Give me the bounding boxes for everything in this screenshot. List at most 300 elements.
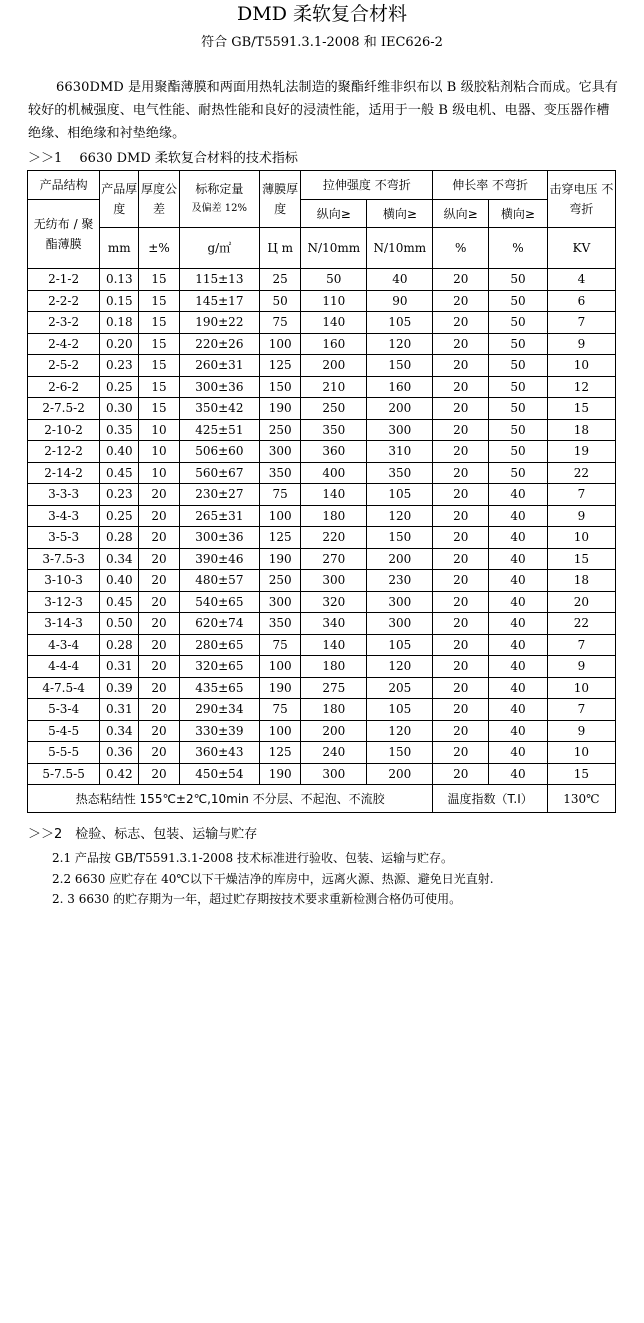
header-structure-sub: 无纺布 / 聚酯薄膜 [28, 200, 100, 269]
cell-breakdown: 7 [547, 312, 615, 334]
header-tolerance: 厚度公差 [139, 171, 179, 228]
cell-thickness: 0.36 [100, 742, 139, 764]
cell-tensile-long: 340 [301, 613, 367, 635]
cell-tolerance: 15 [139, 398, 179, 420]
cell-elong-trans: 40 [489, 677, 548, 699]
cell-elong-long: 20 [433, 527, 489, 549]
cell-weight: 450±54 [179, 763, 259, 785]
cell-elong-trans: 50 [489, 333, 548, 355]
table-row [28, 398, 616, 420]
cell-elong-long: 20 [433, 355, 489, 377]
cell-tensile-long: 275 [301, 677, 367, 699]
cell-tolerance: 20 [139, 699, 179, 721]
cell-thickness: 0.31 [100, 699, 139, 721]
cell-tensile-trans: 105 [367, 484, 433, 506]
list-item: 2.1 产品按 GB/T5591.3.1-2008 技术标准进行验收、包装、运输与贮存。 [52, 851, 454, 865]
cell-elong-trans: 40 [489, 591, 548, 613]
header-elong-trans: 横向≥ [489, 200, 548, 228]
cell-structure: 2-3-2 [28, 312, 100, 334]
cell-film: 300 [260, 591, 301, 613]
table-row [28, 333, 616, 355]
cell-tolerance: 20 [139, 677, 179, 699]
cell-elong-trans: 40 [489, 570, 548, 592]
cell-thickness: 0.50 [100, 613, 139, 635]
table-row [28, 484, 616, 506]
cell-weight: 230±27 [179, 484, 259, 506]
cell-film: 125 [260, 355, 301, 377]
cell-tensile-trans: 120 [367, 333, 433, 355]
cell-tensile-long: 50 [301, 269, 367, 291]
cell-tensile-trans: 105 [367, 699, 433, 721]
cell-tensile-long: 250 [301, 398, 367, 420]
cell-tensile-trans: 90 [367, 290, 433, 312]
cell-tolerance: 20 [139, 613, 179, 635]
cell-breakdown: 9 [547, 333, 615, 355]
header-structure: 产品结构 [28, 171, 100, 200]
cell-weight: 360±43 [179, 742, 259, 764]
cell-structure: 2-2-2 [28, 290, 100, 312]
intro-paragraph: 6630DMD 是用聚酯薄膜和两面用热轧法制造的聚酯纤维非织布以 B 级胶粘剂粘合而成。它具有较好的机械强度、电气性能、耐热性能和良好的浸渍性能，适用于一般 B 级电机、电器、变压器作槽绝缘、相绝缘和衬垫绝缘。 [28, 80, 618, 141]
cell-breakdown: 19 [547, 441, 615, 463]
cell-structure: 3-4-3 [28, 505, 100, 527]
header-tensile: 拉伸强度 不弯折 [301, 171, 433, 200]
unit-film: Ц m [260, 228, 301, 269]
cell-film: 100 [260, 333, 301, 355]
cell-tensile-long: 300 [301, 763, 367, 785]
table-row [28, 548, 616, 570]
cell-structure: 3-3-3 [28, 484, 100, 506]
cell-elong-trans: 40 [489, 613, 548, 635]
cell-weight: 190±22 [179, 312, 259, 334]
cell-tensile-trans: 200 [367, 398, 433, 420]
cell-weight: 145±17 [179, 290, 259, 312]
table-row [28, 527, 616, 549]
header-film: 薄膜厚度 [260, 171, 301, 228]
cell-breakdown: 6 [547, 290, 615, 312]
cell-elong-trans: 50 [489, 312, 548, 334]
table-row [28, 742, 616, 764]
cell-weight: 260±31 [179, 355, 259, 377]
table-row [28, 613, 616, 635]
cell-elong-long: 20 [433, 548, 489, 570]
cell-tolerance: 15 [139, 376, 179, 398]
cell-weight: 390±46 [179, 548, 259, 570]
cell-thickness: 0.42 [100, 763, 139, 785]
cell-structure: 3-12-3 [28, 591, 100, 613]
cell-weight: 506±60 [179, 441, 259, 463]
cell-breakdown: 10 [547, 742, 615, 764]
cell-breakdown: 7 [547, 484, 615, 506]
cell-film: 75 [260, 634, 301, 656]
cell-structure: 4-3-4 [28, 634, 100, 656]
unit-breakdown: KV [547, 228, 615, 269]
cell-tolerance: 20 [139, 634, 179, 656]
table-row [28, 290, 616, 312]
table-row [28, 677, 616, 699]
cell-weight: 280±65 [179, 634, 259, 656]
cell-elong-long: 20 [433, 699, 489, 721]
cell-structure: 2-12-2 [28, 441, 100, 463]
cell-tensile-long: 220 [301, 527, 367, 549]
cell-structure: 2-1-2 [28, 269, 100, 291]
cell-breakdown: 9 [547, 656, 615, 678]
cell-thickness: 0.34 [100, 720, 139, 742]
table-row [28, 312, 616, 334]
table-row [28, 505, 616, 527]
cell-elong-trans: 50 [489, 462, 548, 484]
cell-elong-long: 20 [433, 591, 489, 613]
cell-film: 75 [260, 312, 301, 334]
cell-structure: 2-10-2 [28, 419, 100, 441]
cell-tensile-long: 180 [301, 699, 367, 721]
cell-tensile-long: 180 [301, 656, 367, 678]
table-row [28, 634, 616, 656]
header-weight-label: 标称定量 [195, 182, 244, 196]
cell-elong-trans: 50 [489, 269, 548, 291]
cell-tensile-trans: 120 [367, 656, 433, 678]
temperature-index-value: 130℃ [547, 785, 615, 813]
cell-breakdown: 7 [547, 699, 615, 721]
cell-tensile-long: 110 [301, 290, 367, 312]
cell-tolerance: 15 [139, 333, 179, 355]
cell-thickness: 0.23 [100, 355, 139, 377]
list-item: 2. 3 6630 的贮存期为一年，超过贮存期按技术要求重新检测合格仍可使用。 [52, 892, 462, 906]
section-1-heading: ＞＞1 6630 DMD 柔软复合材料的技术指标 [28, 151, 298, 166]
cell-structure: 3-7.5-3 [28, 548, 100, 570]
cell-tensile-trans: 300 [367, 613, 433, 635]
cell-thickness: 0.23 [100, 484, 139, 506]
unit-tolerance: ±% [139, 228, 179, 269]
table-row [28, 720, 616, 742]
cell-tolerance: 10 [139, 462, 179, 484]
unit-thickness: mm [100, 228, 139, 269]
unit-weight: g/㎡ [179, 228, 259, 269]
document-title: DMD 柔软复合材料 [237, 3, 407, 25]
cell-film: 190 [260, 548, 301, 570]
spec-table [27, 170, 616, 813]
cell-breakdown: 22 [547, 613, 615, 635]
cell-film: 190 [260, 677, 301, 699]
cell-film: 100 [260, 505, 301, 527]
cell-film: 250 [260, 570, 301, 592]
cell-structure: 5-7.5-5 [28, 763, 100, 785]
cell-tolerance: 10 [139, 419, 179, 441]
cell-tolerance: 20 [139, 591, 179, 613]
cell-tensile-trans: 120 [367, 720, 433, 742]
cell-elong-long: 20 [433, 677, 489, 699]
cell-elong-long: 20 [433, 570, 489, 592]
header-thickness: 产品厚度 [100, 171, 139, 228]
cell-breakdown: 18 [547, 419, 615, 441]
cell-weight: 540±65 [179, 591, 259, 613]
cell-elong-long: 20 [433, 462, 489, 484]
unit-tensile-long: N/10mm [301, 228, 367, 269]
cell-weight: 435±65 [179, 677, 259, 699]
cell-elong-long: 20 [433, 613, 489, 635]
cell-elong-long: 20 [433, 656, 489, 678]
cell-elong-trans: 50 [489, 419, 548, 441]
cell-tensile-trans: 200 [367, 763, 433, 785]
cell-tolerance: 20 [139, 505, 179, 527]
cell-tensile-trans: 205 [367, 677, 433, 699]
cell-thickness: 0.18 [100, 312, 139, 334]
cell-tensile-trans: 150 [367, 527, 433, 549]
cell-film: 75 [260, 699, 301, 721]
cell-weight: 330±39 [179, 720, 259, 742]
cell-tolerance: 20 [139, 548, 179, 570]
cell-film: 350 [260, 613, 301, 635]
cell-film: 350 [260, 462, 301, 484]
cell-film: 50 [260, 290, 301, 312]
cell-breakdown: 9 [547, 720, 615, 742]
unit-tensile-trans: N/10mm [367, 228, 433, 269]
header-tensile-long: 纵向≥ [301, 200, 367, 228]
cell-tensile-long: 350 [301, 419, 367, 441]
cell-thickness: 0.15 [100, 290, 139, 312]
cell-breakdown: 15 [547, 398, 615, 420]
cell-elong-trans: 40 [489, 742, 548, 764]
cell-elong-trans: 40 [489, 656, 548, 678]
cell-elong-trans: 40 [489, 505, 548, 527]
cell-weight: 480±57 [179, 570, 259, 592]
cell-elong-long: 20 [433, 505, 489, 527]
table-row [28, 591, 616, 613]
cell-tolerance: 20 [139, 527, 179, 549]
cell-tensile-long: 140 [301, 312, 367, 334]
cell-elong-long: 20 [433, 484, 489, 506]
cell-elong-long: 20 [433, 742, 489, 764]
cell-tolerance: 15 [139, 312, 179, 334]
cell-film: 25 [260, 269, 301, 291]
cell-elong-long: 20 [433, 634, 489, 656]
cell-elong-trans: 40 [489, 634, 548, 656]
cell-tolerance: 20 [139, 720, 179, 742]
cell-tensile-trans: 105 [367, 634, 433, 656]
cell-tensile-trans: 160 [367, 376, 433, 398]
cell-thickness: 0.25 [100, 376, 139, 398]
cell-tensile-trans: 105 [367, 312, 433, 334]
unit-elong-trans: % [489, 228, 548, 269]
cell-elong-trans: 50 [489, 290, 548, 312]
cell-film: 190 [260, 398, 301, 420]
cell-tolerance: 20 [139, 484, 179, 506]
cell-structure: 2-14-2 [28, 462, 100, 484]
header-weight [179, 171, 259, 228]
storage-items [52, 848, 632, 910]
cell-tensile-long: 200 [301, 355, 367, 377]
cell-elong-long: 20 [433, 720, 489, 742]
cell-thickness: 0.28 [100, 634, 139, 656]
cell-elong-long: 20 [433, 269, 489, 291]
cell-film: 75 [260, 484, 301, 506]
cell-elong-long: 20 [433, 333, 489, 355]
cell-breakdown: 10 [547, 527, 615, 549]
cell-thickness: 0.45 [100, 462, 139, 484]
cell-tensile-long: 270 [301, 548, 367, 570]
table-row [28, 699, 616, 721]
cell-weight: 425±51 [179, 419, 259, 441]
cell-tolerance: 20 [139, 763, 179, 785]
cell-tensile-trans: 230 [367, 570, 433, 592]
cell-film: 125 [260, 742, 301, 764]
cell-weight: 265±31 [179, 505, 259, 527]
cell-tensile-long: 140 [301, 634, 367, 656]
table-row [28, 269, 616, 291]
cell-weight: 300±36 [179, 376, 259, 398]
cell-breakdown: 20 [547, 591, 615, 613]
cell-elong-trans: 40 [489, 763, 548, 785]
cell-thickness: 0.20 [100, 333, 139, 355]
cell-tensile-trans: 300 [367, 419, 433, 441]
cell-elong-long: 20 [433, 376, 489, 398]
cell-structure: 4-7.5-4 [28, 677, 100, 699]
cell-tensile-trans: 150 [367, 742, 433, 764]
cell-structure: 2-5-2 [28, 355, 100, 377]
cell-tensile-long: 240 [301, 742, 367, 764]
cell-tensile-trans: 300 [367, 591, 433, 613]
table-row [28, 376, 616, 398]
cell-elong-trans: 40 [489, 548, 548, 570]
cell-tensile-long: 180 [301, 505, 367, 527]
cell-elong-trans: 40 [489, 527, 548, 549]
bond-test-note: 热态粘结性 155℃±2℃,10min 不分层、不起泡、不流胶 [28, 785, 433, 813]
cell-elong-trans: 50 [489, 376, 548, 398]
document-subtitle: 符合 GB/T5591.3.1-2008 和 IEC626-2 [201, 35, 443, 50]
cell-weight: 115±13 [179, 269, 259, 291]
cell-thickness: 0.13 [100, 269, 139, 291]
header-weight-deviation: 及偏差 12% [191, 203, 248, 214]
cell-structure: 2-6-2 [28, 376, 100, 398]
cell-breakdown: 15 [547, 763, 615, 785]
cell-film: 150 [260, 376, 301, 398]
cell-breakdown: 9 [547, 505, 615, 527]
cell-structure: 2-4-2 [28, 333, 100, 355]
table-row [28, 763, 616, 785]
table-row [28, 355, 616, 377]
cell-elong-long: 20 [433, 441, 489, 463]
cell-tensile-trans: 310 [367, 441, 433, 463]
cell-thickness: 0.30 [100, 398, 139, 420]
cell-tolerance: 15 [139, 290, 179, 312]
cell-tensile-trans: 200 [367, 548, 433, 570]
cell-elong-trans: 40 [489, 720, 548, 742]
header-tensile-trans: 横向≥ [367, 200, 433, 228]
cell-film: 250 [260, 419, 301, 441]
header-elongation: 伸长率 不弯折 [433, 171, 548, 200]
cell-breakdown: 10 [547, 355, 615, 377]
cell-elong-trans: 40 [489, 699, 548, 721]
table-row [28, 656, 616, 678]
cell-weight: 560±67 [179, 462, 259, 484]
cell-thickness: 0.45 [100, 591, 139, 613]
cell-tensile-trans: 350 [367, 462, 433, 484]
cell-tolerance: 15 [139, 269, 179, 291]
cell-structure: 2-7.5-2 [28, 398, 100, 420]
cell-thickness: 0.34 [100, 548, 139, 570]
header-breakdown: 击穿电压 不弯折 [547, 171, 615, 228]
cell-elong-trans: 50 [489, 355, 548, 377]
cell-tensile-long: 300 [301, 570, 367, 592]
cell-breakdown: 10 [547, 677, 615, 699]
cell-structure: 5-3-4 [28, 699, 100, 721]
cell-weight: 290±34 [179, 699, 259, 721]
cell-elong-long: 20 [433, 419, 489, 441]
cell-breakdown: 22 [547, 462, 615, 484]
header-elong-long: 纵向≥ [433, 200, 489, 228]
cell-weight: 350±42 [179, 398, 259, 420]
cell-elong-long: 20 [433, 763, 489, 785]
cell-tensile-long: 400 [301, 462, 367, 484]
cell-tolerance: 15 [139, 355, 179, 377]
cell-tolerance: 20 [139, 742, 179, 764]
cell-breakdown: 18 [547, 570, 615, 592]
cell-structure: 5-4-5 [28, 720, 100, 742]
cell-weight: 300±36 [179, 527, 259, 549]
cell-structure: 3-10-3 [28, 570, 100, 592]
cell-breakdown: 12 [547, 376, 615, 398]
cell-thickness: 0.35 [100, 419, 139, 441]
cell-weight: 620±74 [179, 613, 259, 635]
cell-tensile-trans: 120 [367, 505, 433, 527]
cell-tensile-trans: 150 [367, 355, 433, 377]
cell-tensile-long: 140 [301, 484, 367, 506]
cell-elong-trans: 50 [489, 398, 548, 420]
section-2-heading: ＞＞2 检验、标志、包装、运输与贮存 [28, 827, 258, 842]
cell-thickness: 0.25 [100, 505, 139, 527]
table-row [28, 419, 616, 441]
cell-elong-trans: 40 [489, 484, 548, 506]
cell-thickness: 0.28 [100, 527, 139, 549]
table-row [28, 570, 616, 592]
cell-thickness: 0.40 [100, 441, 139, 463]
cell-breakdown: 4 [547, 269, 615, 291]
list-item: 2.2 6630 应贮存在 40℃以下干燥洁净的库房中，远离火源、热源、避免日光直射. [52, 871, 494, 886]
cell-film: 190 [260, 763, 301, 785]
cell-elong-long: 20 [433, 290, 489, 312]
cell-film: 125 [260, 527, 301, 549]
unit-elong-long: % [433, 228, 489, 269]
cell-tensile-long: 320 [301, 591, 367, 613]
cell-breakdown: 7 [547, 634, 615, 656]
table-row [28, 462, 616, 484]
cell-tolerance: 20 [139, 570, 179, 592]
temperature-index-label: 温度指数（T.I） [433, 785, 548, 813]
table-row [28, 441, 616, 463]
cell-thickness: 0.39 [100, 677, 139, 699]
cell-thickness: 0.31 [100, 656, 139, 678]
cell-film: 100 [260, 656, 301, 678]
cell-tensile-trans: 40 [367, 269, 433, 291]
cell-film: 300 [260, 441, 301, 463]
cell-elong-long: 20 [433, 312, 489, 334]
cell-structure: 5-5-5 [28, 742, 100, 764]
cell-tensile-long: 200 [301, 720, 367, 742]
cell-breakdown: 15 [547, 548, 615, 570]
cell-tolerance: 20 [139, 656, 179, 678]
cell-elong-trans: 50 [489, 441, 548, 463]
cell-tensile-long: 160 [301, 333, 367, 355]
cell-weight: 320±65 [179, 656, 259, 678]
cell-tensile-long: 210 [301, 376, 367, 398]
cell-weight: 220±26 [179, 333, 259, 355]
cell-tolerance: 10 [139, 441, 179, 463]
cell-structure: 4-4-4 [28, 656, 100, 678]
cell-structure: 3-5-3 [28, 527, 100, 549]
cell-elong-long: 20 [433, 398, 489, 420]
table-body [28, 269, 616, 785]
cell-thickness: 0.40 [100, 570, 139, 592]
cell-film: 100 [260, 720, 301, 742]
